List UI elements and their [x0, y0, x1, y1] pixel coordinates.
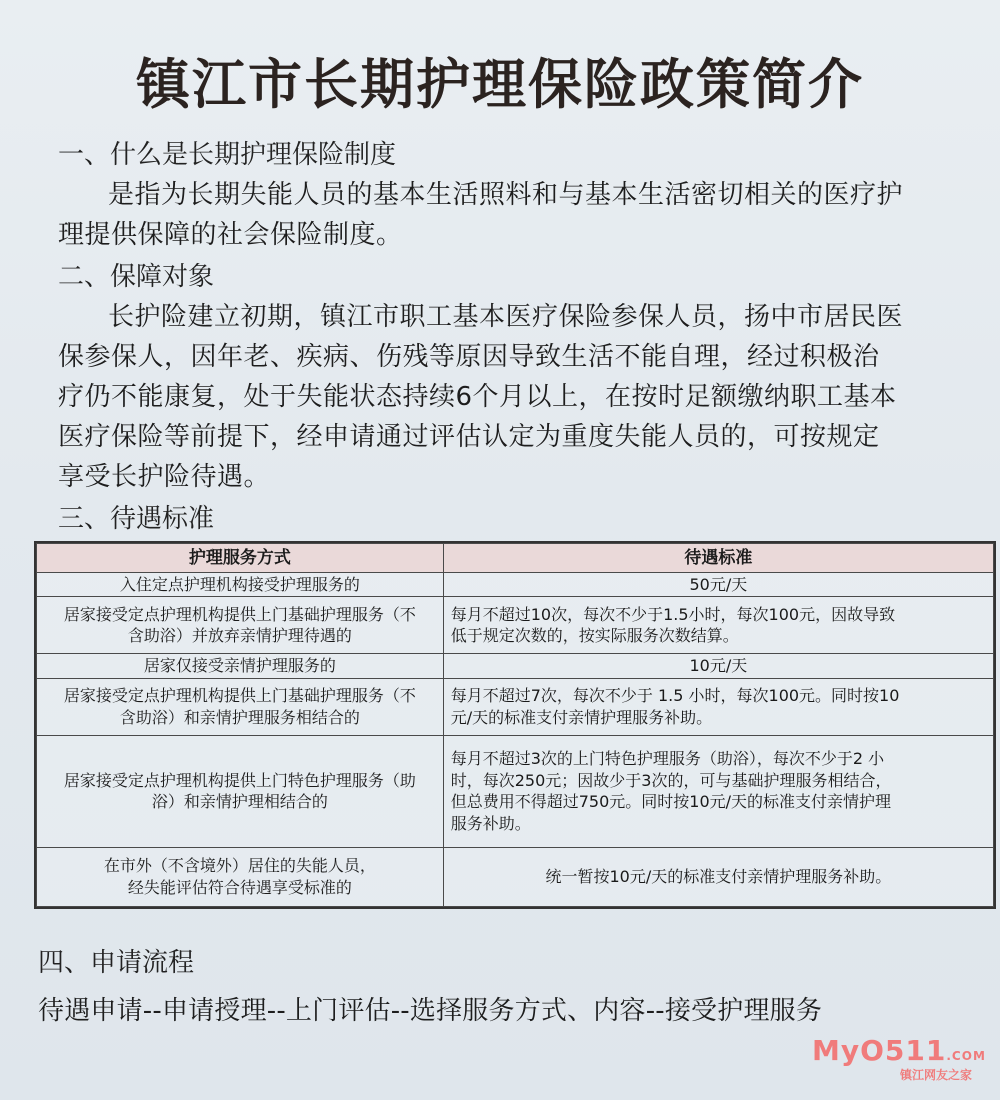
- service-mode-cell: [37, 573, 444, 597]
- section-1-heading: 一、什么是长期护理保险制度: [58, 140, 397, 170]
- section-2-line: 疗仍不能康复，处于失能状态持续6个月以上，在按时足额缴纳职工基本: [58, 382, 897, 412]
- benefit-standard-cell: [443, 735, 993, 847]
- site-watermark-logo: [812, 1033, 986, 1082]
- cell-line: 居家仅接受亲情护理服务的: [143, 656, 336, 676]
- section-2-line: 享受长护险待遇。: [58, 462, 271, 492]
- service-mode-cell: [37, 597, 444, 654]
- cell-line: 入住定点护理机构接受护理服务的: [119, 574, 360, 594]
- section-2-heading: 二、保障对象: [58, 262, 215, 292]
- cell-line: 每月不超过10次，每次不少于1.5小时，每次100元，因故导致: [450, 604, 896, 624]
- table-row: [37, 597, 994, 654]
- benefit-standard-cell: [443, 597, 993, 654]
- benefit-standard-cell: [443, 847, 993, 906]
- cell-line: 50元/天: [689, 574, 748, 594]
- column-header-benefit-standard: 待遇标准: [443, 544, 993, 573]
- cell-line: 居家接受定点护理机构提供上门基础护理服务（不: [63, 604, 416, 624]
- service-mode-cell: [37, 678, 444, 735]
- cell-line: 每月不超过7次，每次不少于 1.5 小时，每次100元。同时按10: [450, 686, 900, 706]
- page-title: 镇江市长期护理保险政策简介: [136, 53, 864, 116]
- cell-line: 经失能评估符合待遇享受标准的: [127, 877, 352, 897]
- service-mode-cell: [37, 847, 444, 906]
- cell-line: 服务补助。: [450, 814, 531, 833]
- cell-line: 含助浴）和亲情护理服务相结合的: [119, 707, 360, 727]
- cell-line: 浴）和亲情护理相结合的: [151, 792, 328, 812]
- section-2-line: 长护险建立初期，镇江市职工基本医疗保险参保人员，扬中市居民医: [108, 302, 904, 332]
- table-header-row: [37, 544, 994, 573]
- service-mode-cell: [37, 735, 444, 847]
- section-2-line: 医疗保险等前提下，经申请通过评估认定为重度失能人员的，可按规定: [58, 422, 880, 452]
- table-row: [37, 678, 994, 735]
- table-row: [37, 573, 994, 597]
- cell-line: 每月不超过3次的上门特色护理服务（助浴），每次不少于2 小: [450, 749, 885, 769]
- section-1-line: 理提供保障的社会保险制度。: [58, 220, 403, 250]
- section-1-line: 是指为长期失能人员的基本生活照料和与基本生活密切相关的医疗护: [108, 180, 904, 210]
- cell-line: 含助浴）并放弃亲情护理待遇的: [127, 626, 352, 646]
- section-2-line: 保参保人，因年老、疾病、伤残等原因导致生活不能自理，经过积极治: [58, 342, 880, 372]
- cell-line: 居家接受定点护理机构提供上门特色护理服务（助: [63, 770, 416, 790]
- column-header-service-mode: 护理服务方式: [37, 544, 444, 573]
- table-row: [37, 847, 994, 906]
- cell-line: 统一暂按10元/天的标准支付亲情护理服务补助。: [545, 867, 892, 887]
- table-row: [37, 654, 994, 678]
- cell-line: 但总费用不得超过750元。同时按10元/天的标准支付亲情护理: [450, 792, 892, 812]
- benefit-standard-cell: [443, 678, 993, 735]
- cell-line: 时，每次250元；因故少于3次的，可与基础护理服务相结合，: [450, 770, 892, 790]
- table-row: [37, 735, 994, 847]
- section-4-heading: 四、申请流程: [38, 948, 195, 978]
- watermark-main: [812, 1033, 986, 1067]
- benefit-standard-cell: [443, 573, 993, 597]
- cell-line: 元/天的标准支付亲情护理服务补助。: [450, 707, 713, 727]
- cell-line: 10元/天: [689, 656, 748, 676]
- cell-line: 低于规定次数的，按实际服务次数结算。: [450, 626, 739, 646]
- watermark-suffix: .COM: [946, 1048, 986, 1063]
- cell-line: 在市外（不含境外）居住的失能人员，: [103, 856, 376, 876]
- benefit-table: [34, 541, 996, 909]
- cell-line: 居家接受定点护理机构提供上门基础护理服务（不: [63, 686, 416, 706]
- service-mode-cell: [37, 654, 444, 678]
- benefit-table-grid: [36, 543, 994, 907]
- benefit-standard-cell: [443, 654, 993, 678]
- watermark-main-text: MyO511: [812, 1033, 947, 1067]
- application-flow: 待遇申请--申请授理--上门评估--选择服务方式、内容--接受护理服务: [38, 996, 823, 1026]
- watermark-sub: 镇江网友之家: [899, 1067, 972, 1082]
- section-3-heading: 三、待遇标准: [58, 504, 215, 534]
